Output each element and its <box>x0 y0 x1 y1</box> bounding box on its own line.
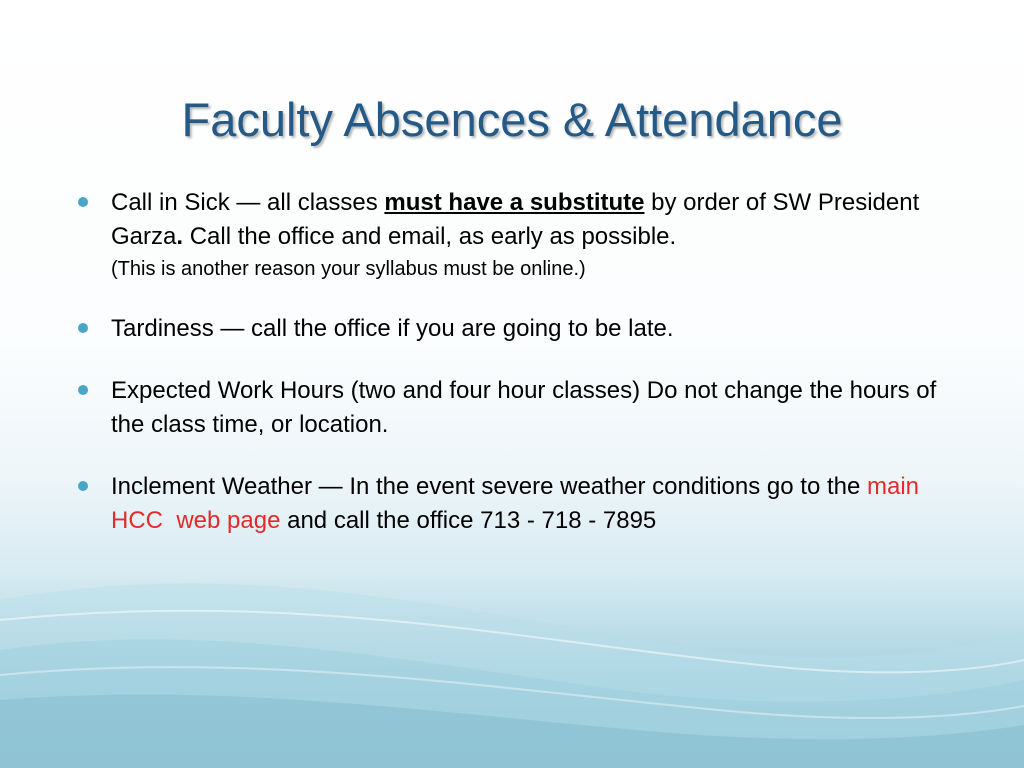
bullet-text: Call the office and email, as early as possible. <box>183 223 677 250</box>
bullet-text: Expected Work Hours (two and four hour classes) Do not change the hours of the class time, or location. <box>111 377 937 438</box>
bullet-tardiness <box>78 312 968 346</box>
bullet-marker-icon <box>78 385 88 395</box>
main-hcc-link[interactable]: main HCC <box>111 473 920 534</box>
bullet-inclement-weather <box>78 470 968 538</box>
bullet-text: Tardiness — call the office if you are going to be late. <box>111 315 674 342</box>
bullet-marker-icon <box>78 481 88 491</box>
bullet-marker-icon <box>78 323 88 333</box>
bullet-text: Inclement Weather — In the event severe weather conditions go to the <box>111 473 867 500</box>
substitute-emphasis: must have a substitute <box>384 189 645 216</box>
bullet-call-in-sick <box>78 186 968 284</box>
bullet-list <box>78 186 968 538</box>
bullet-marker-icon <box>78 197 88 207</box>
bullet-text-period: . <box>176 223 184 250</box>
bullet-text: and call the office 713 - 718 - 7895 <box>280 507 657 534</box>
slide-title: Faculty Absences & Attendance <box>181 93 843 146</box>
bullet-text: Call in Sick — all classes <box>111 189 385 216</box>
bullet-text: by order of SW President Garza <box>111 189 920 250</box>
web-page-link[interactable]: web page <box>176 507 281 534</box>
bullet-expected-work-hours <box>78 374 968 442</box>
syllabus-note: (This is another reason your syllabus must be online.) <box>111 258 586 280</box>
